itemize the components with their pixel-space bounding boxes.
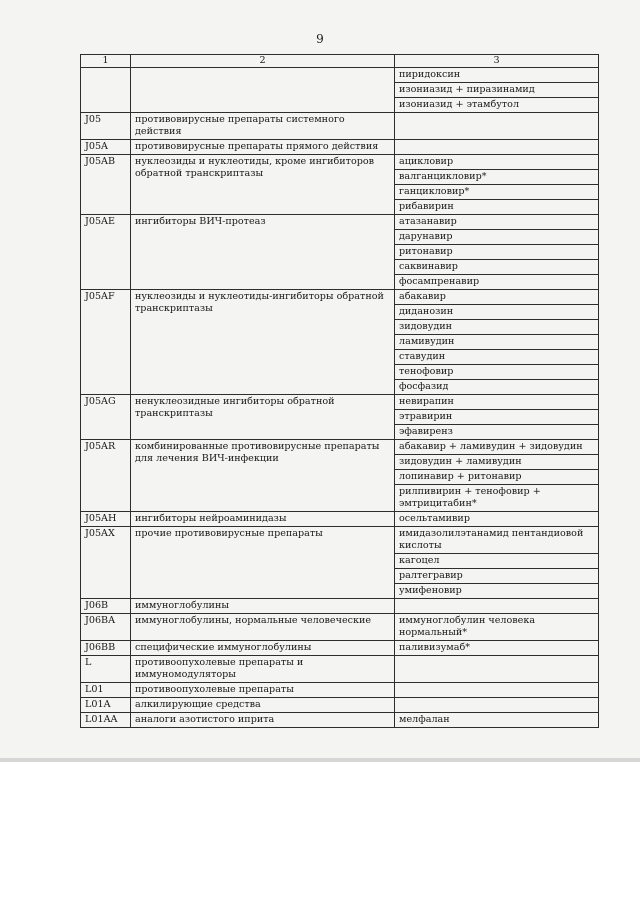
column-header-group: 2 — [131, 55, 395, 68]
drug-name-cell: ставудин — [395, 350, 599, 365]
drug-name-cell: ганцикловир* — [395, 185, 599, 200]
drug-name-cell: тенофовир — [395, 365, 599, 380]
table-row — [81, 68, 599, 83]
page-number: 9 — [316, 32, 324, 46]
drug-name-cell: эфавиренз — [395, 425, 599, 440]
drug-name-cell: мелфалан — [395, 713, 599, 728]
group-name-cell: специфические иммуноглобулины — [131, 641, 395, 656]
atc-code-cell: J05 — [81, 113, 131, 140]
drug-name-cell: паливизумаб* — [395, 641, 599, 656]
drug-name-cell: валганцикловир* — [395, 170, 599, 185]
drug-name-cell — [395, 140, 599, 155]
atc-code-cell: J05AF — [81, 290, 131, 395]
table-row — [81, 683, 599, 698]
group-name-cell: противовирусные препараты прямого действия — [131, 140, 395, 155]
drug-name-cell: лопинавир + ритонавир — [395, 470, 599, 485]
table-row — [81, 614, 599, 641]
group-name-cell: ненуклеозидные ингибиторы обратной транскриптазы — [131, 395, 395, 440]
atc-code-cell: J06B — [81, 599, 131, 614]
group-name-cell: иммуноглобулины, нормальные человеческие — [131, 614, 395, 641]
table-row — [81, 599, 599, 614]
group-name-cell: иммуноглобулины — [131, 599, 395, 614]
atc-code-cell: L01A — [81, 698, 131, 713]
atc-code-cell: L — [81, 656, 131, 683]
table-row — [81, 395, 599, 410]
column-header-drugs: 3 — [395, 55, 599, 68]
table-row — [81, 698, 599, 713]
drug-name-cell: рилпивирин + тенофовир + эмтрицитабин* — [395, 485, 599, 512]
drug-name-cell: невирапин — [395, 395, 599, 410]
scan-edge — [0, 758, 640, 762]
drug-name-cell: саквинавир — [395, 260, 599, 275]
group-name-cell: аналоги азотистого иприта — [131, 713, 395, 728]
drug-name-cell: рибавирин — [395, 200, 599, 215]
drug-name-cell: кагоцел — [395, 554, 599, 569]
table-row — [81, 215, 599, 230]
drug-name-cell: абакавир — [395, 290, 599, 305]
atc-code-cell: J05AG — [81, 395, 131, 440]
table-row — [81, 641, 599, 656]
group-name-cell: нуклеозиды и нуклеотиды, кроме ингибиторов обратной транскриптазы — [131, 155, 395, 215]
table-row — [81, 656, 599, 683]
drug-name-cell: ламивудин — [395, 335, 599, 350]
atc-code-cell: J06BB — [81, 641, 131, 656]
drug-name-cell: ритонавир — [395, 245, 599, 260]
drug-name-cell: ацикловир — [395, 155, 599, 170]
drug-name-cell: зидовудин — [395, 320, 599, 335]
drug-classification-table — [80, 54, 599, 728]
atc-code-cell: J05AE — [81, 215, 131, 290]
table-row — [81, 527, 599, 554]
group-name-cell — [131, 68, 395, 113]
table-row — [81, 113, 599, 140]
atc-code-cell: J05AH — [81, 512, 131, 527]
drug-name-cell — [395, 698, 599, 713]
drug-name-cell: ралтегравир — [395, 569, 599, 584]
drug-name-cell: изониазид + этамбутол — [395, 98, 599, 113]
group-name-cell: противоопухолевые препараты и иммуномодуляторы — [131, 656, 395, 683]
drug-name-cell: иммуноглобулин человека нормальный* — [395, 614, 599, 641]
table-row — [81, 290, 599, 305]
drug-name-cell — [395, 113, 599, 140]
group-name-cell: ингибиторы нейроаминидазы — [131, 512, 395, 527]
atc-code-cell: J05A — [81, 140, 131, 155]
group-name-cell: противовирусные препараты системного действия — [131, 113, 395, 140]
atc-code-cell — [81, 68, 131, 113]
drug-name-cell: этравирин — [395, 410, 599, 425]
column-header-code: 1 — [81, 55, 131, 68]
drug-name-cell: фосфазид — [395, 380, 599, 395]
table-row — [81, 440, 599, 455]
drug-name-cell: фосампренавир — [395, 275, 599, 290]
drug-name-cell: атазанавир — [395, 215, 599, 230]
drug-name-cell: абакавир + ламивудин + зидовудин — [395, 440, 599, 455]
table-row — [81, 512, 599, 527]
drug-name-cell: умифеновир — [395, 584, 599, 599]
drug-name-cell: диданозин — [395, 305, 599, 320]
atc-code-cell: J05AB — [81, 155, 131, 215]
group-name-cell: ингибиторы ВИЧ-протеаз — [131, 215, 395, 290]
table-row — [81, 140, 599, 155]
group-name-cell: алкилирующие средства — [131, 698, 395, 713]
group-name-cell: прочие противовирусные препараты — [131, 527, 395, 599]
drug-name-cell: зидовудин + ламивудин — [395, 455, 599, 470]
drug-name-cell: изониазид + пиразинамид — [395, 83, 599, 98]
drug-name-cell: дарунавир — [395, 230, 599, 245]
drug-name-cell: пиридоксин — [395, 68, 599, 83]
atc-code-cell: L01AA — [81, 713, 131, 728]
header-row — [81, 55, 599, 68]
group-name-cell: нуклеозиды и нуклеотиды-ингибиторы обратной транскриптазы — [131, 290, 395, 395]
table-row — [81, 713, 599, 728]
drug-name-cell: осельтамивир — [395, 512, 599, 527]
table-row — [81, 155, 599, 170]
group-name-cell: комбинированные противовирусные препараты для лечения ВИЧ-инфекции — [131, 440, 395, 512]
drug-name-cell — [395, 683, 599, 698]
drug-name-cell — [395, 599, 599, 614]
atc-code-cell: L01 — [81, 683, 131, 698]
group-name-cell: противоопухолевые препараты — [131, 683, 395, 698]
drug-name-cell — [395, 656, 599, 683]
drug-name-cell: имидазолилэтанамид пентандиовой кислоты — [395, 527, 599, 554]
atc-code-cell: J05AX — [81, 527, 131, 599]
atc-code-cell: J06BA — [81, 614, 131, 641]
atc-code-cell: J05AR — [81, 440, 131, 512]
